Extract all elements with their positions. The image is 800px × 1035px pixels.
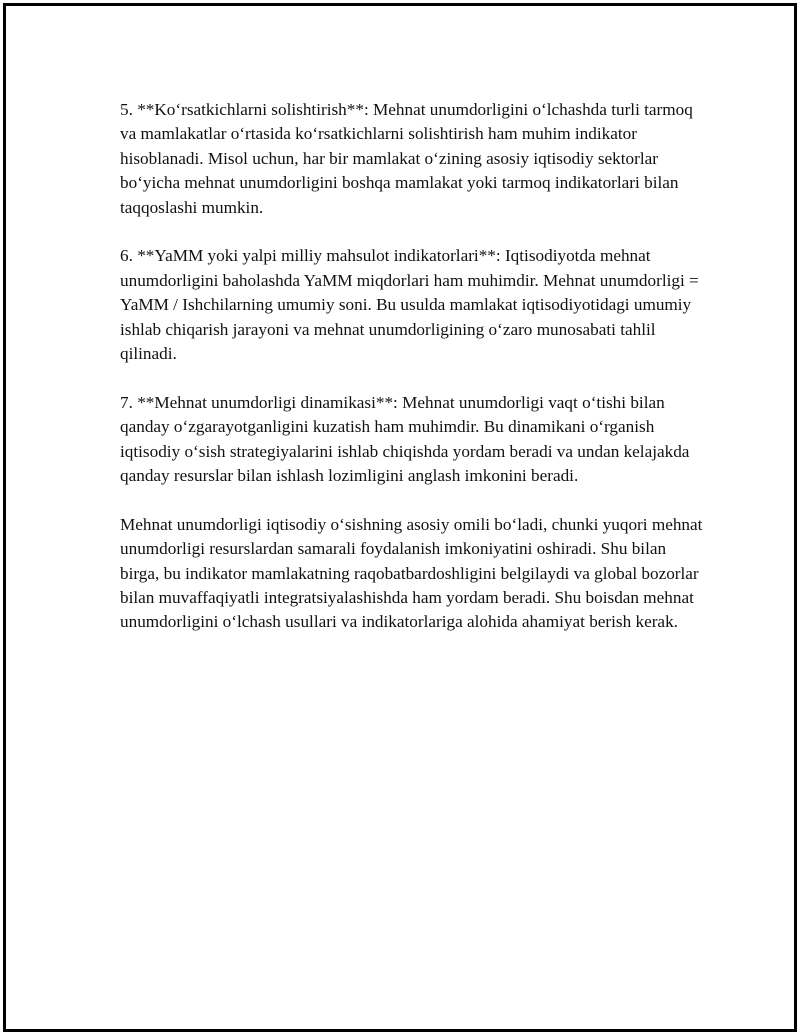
paragraph-gnp-indicators: 6. **YaMM yoki yalpi milliy mahsulot indikatorlari**: Iqtisodiyotda mehnat unumdorligini baholashda YaMM miqdorlari ham muhimdir. Mehnat unumdorligi = YaMM / Ishchilarning umumiy soni. Bu usulda mamlakat iqtisodiyotidagi umumiy ishlab chiqarish jarayoni va mehnat unumdorligining o‘zaro munosabati tahlil qilinadi. (120, 246, 699, 364)
paragraph-conclusion: Mehnat unumdorligi iqtisodiy o‘sishning asosiy omili bo‘ladi, chunki yuqori mehnat unumdorligi resurslardan samarali foydalanish imkoniyatini oshiradi. Shu bilan birga, bu indikator mamlakatning raqobatbardoshligini belgilaydi va global bozorlar bilan muvaffaqiyatli integratsiyalashishda ham yordam beradi. Shu boisdan mehnat unumdorligini o‘lchash usullari va indikatorlariga alohida ahamiyat berish kerak. (120, 514, 703, 632)
page-frame (3, 3, 797, 1032)
paragraph-comparison: 5. **Ko‘rsatkichlarni solishtirish**: Mehnat unumdorligini o‘lchashda turli tarmoq va mamlakatlar o‘rtasida ko‘rsatkichlarni solishtirish ham muhim indikator hisoblanadi. Misol uchun, har bir mamlakat o‘zining asosiy iqtisodiy sektorlar bo‘yicha mehnat unumdorligini boshqa mamlakat yoki tarmoq indikatorlari bilan taqqoslashi mumkin. (120, 100, 693, 217)
document-body (120, 98, 705, 659)
paragraph-productivity-dynamics: 7. **Mehnat unumdorligi dinamikasi**: Mehnat unumdorligi vaqt o‘tishi bilan qanday o‘zgarayotganligini kuzatish ham muhimdir. Bu dinamikani o‘rganish iqtisodiy o‘sish strategiyalarini ishlab chiqishda yordam beradi va undan kelajakda qanday resurslar bilan ishlash lozimligini anglash imkonini beradi. (120, 392, 690, 486)
